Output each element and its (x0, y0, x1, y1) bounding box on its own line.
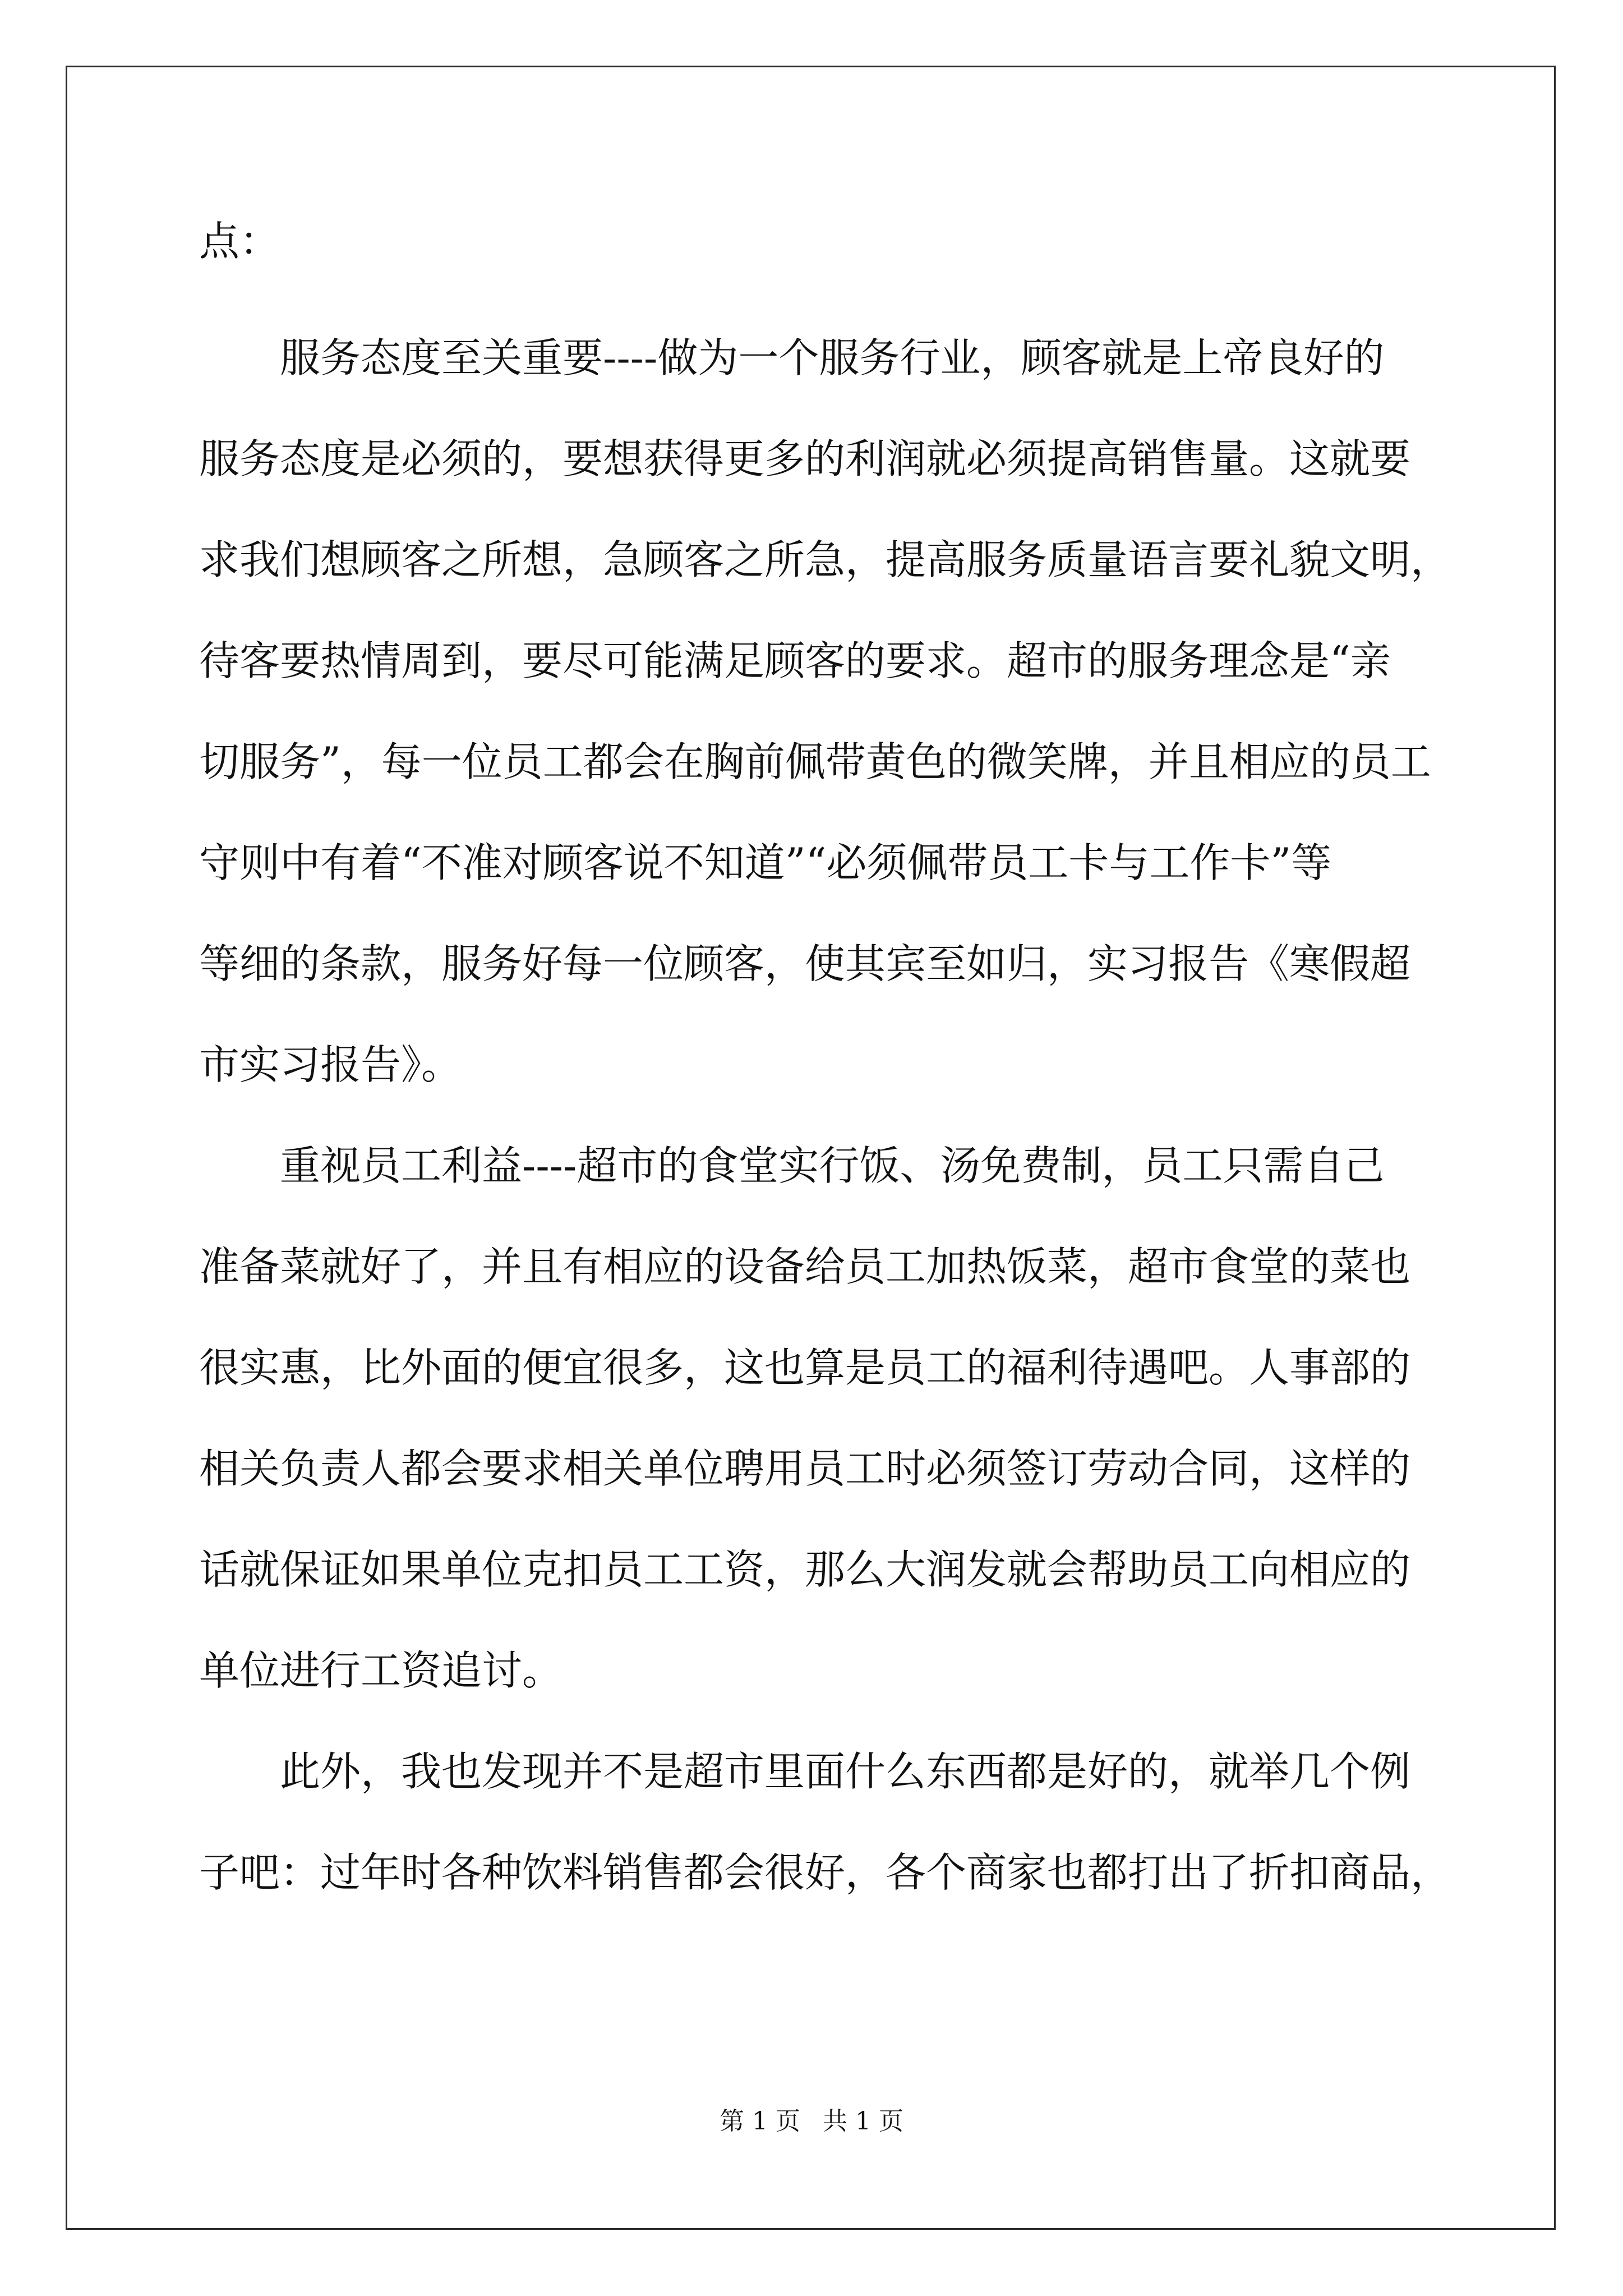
page-number-current: 第 1 页 (720, 2107, 800, 2136)
paragraph-line: 此外，我也发现并不是超市里面什么东西都是好的，就举几个例 (280, 1748, 1411, 1795)
paragraph-line: 点： (199, 218, 280, 265)
page-number-total: 共 1 页 (823, 2107, 903, 2136)
paragraph-line: 服务态度是必须的，要想获得更多的利润就必须提高销售量。这就要 (199, 435, 1411, 482)
paragraph-line: 重视员工利益----超市的食堂实行饭、汤免费制，员工只需自己 (280, 1142, 1385, 1189)
paragraph-line: 待客要热情周到，要尽可能满足顾客的要求。超市的服务理念是“亲 (199, 637, 1391, 684)
paragraph-line: 市实习报告》。 (199, 1041, 462, 1088)
paragraph-line: 切服务”，每一位员工都会在胸前佩带黄色的微笑牌，并且相应的员工 (199, 738, 1431, 785)
paragraph-line: 话就保证如果单位克扣员工工资，那么大润发就会帮助员工向相应的 (199, 1546, 1411, 1593)
page-footer (0, 2105, 1623, 2138)
paragraph-line: 等细的条款，服务好每一位顾客，使其宾至如归，实习报告《寒假超 (199, 940, 1411, 987)
paragraph-line: 求我们想顾客之所想，急顾客之所急，提高服务质量语言要礼貌文明， (199, 536, 1451, 583)
paragraph-line: 单位进行工资追讨。 (199, 1647, 563, 1694)
paragraph-line: 准备菜就好了，并且有相应的设备给员工加热饭菜，超市食堂的菜也 (199, 1243, 1411, 1290)
paragraph-line: 子吧：过年时各种饮料销售都会很好，各个商家也都打出了折扣商品， (199, 1849, 1451, 1896)
paragraph-line: 守则中有着“不准对顾客说不知道”“必须佩带员工卡与工作卡”等 (199, 839, 1332, 886)
paragraph-line: 很实惠，比外面的便宜很多，这也算是员工的福利待遇吧。人事部的 (199, 1344, 1411, 1391)
paragraph-line: 服务态度至关重要----做为一个服务行业，顾客就是上帝良好的 (280, 334, 1385, 381)
paragraph-line: 相关负责人都会要求相关单位聘用员工时必须签订劳动合同，这样的 (199, 1445, 1411, 1492)
